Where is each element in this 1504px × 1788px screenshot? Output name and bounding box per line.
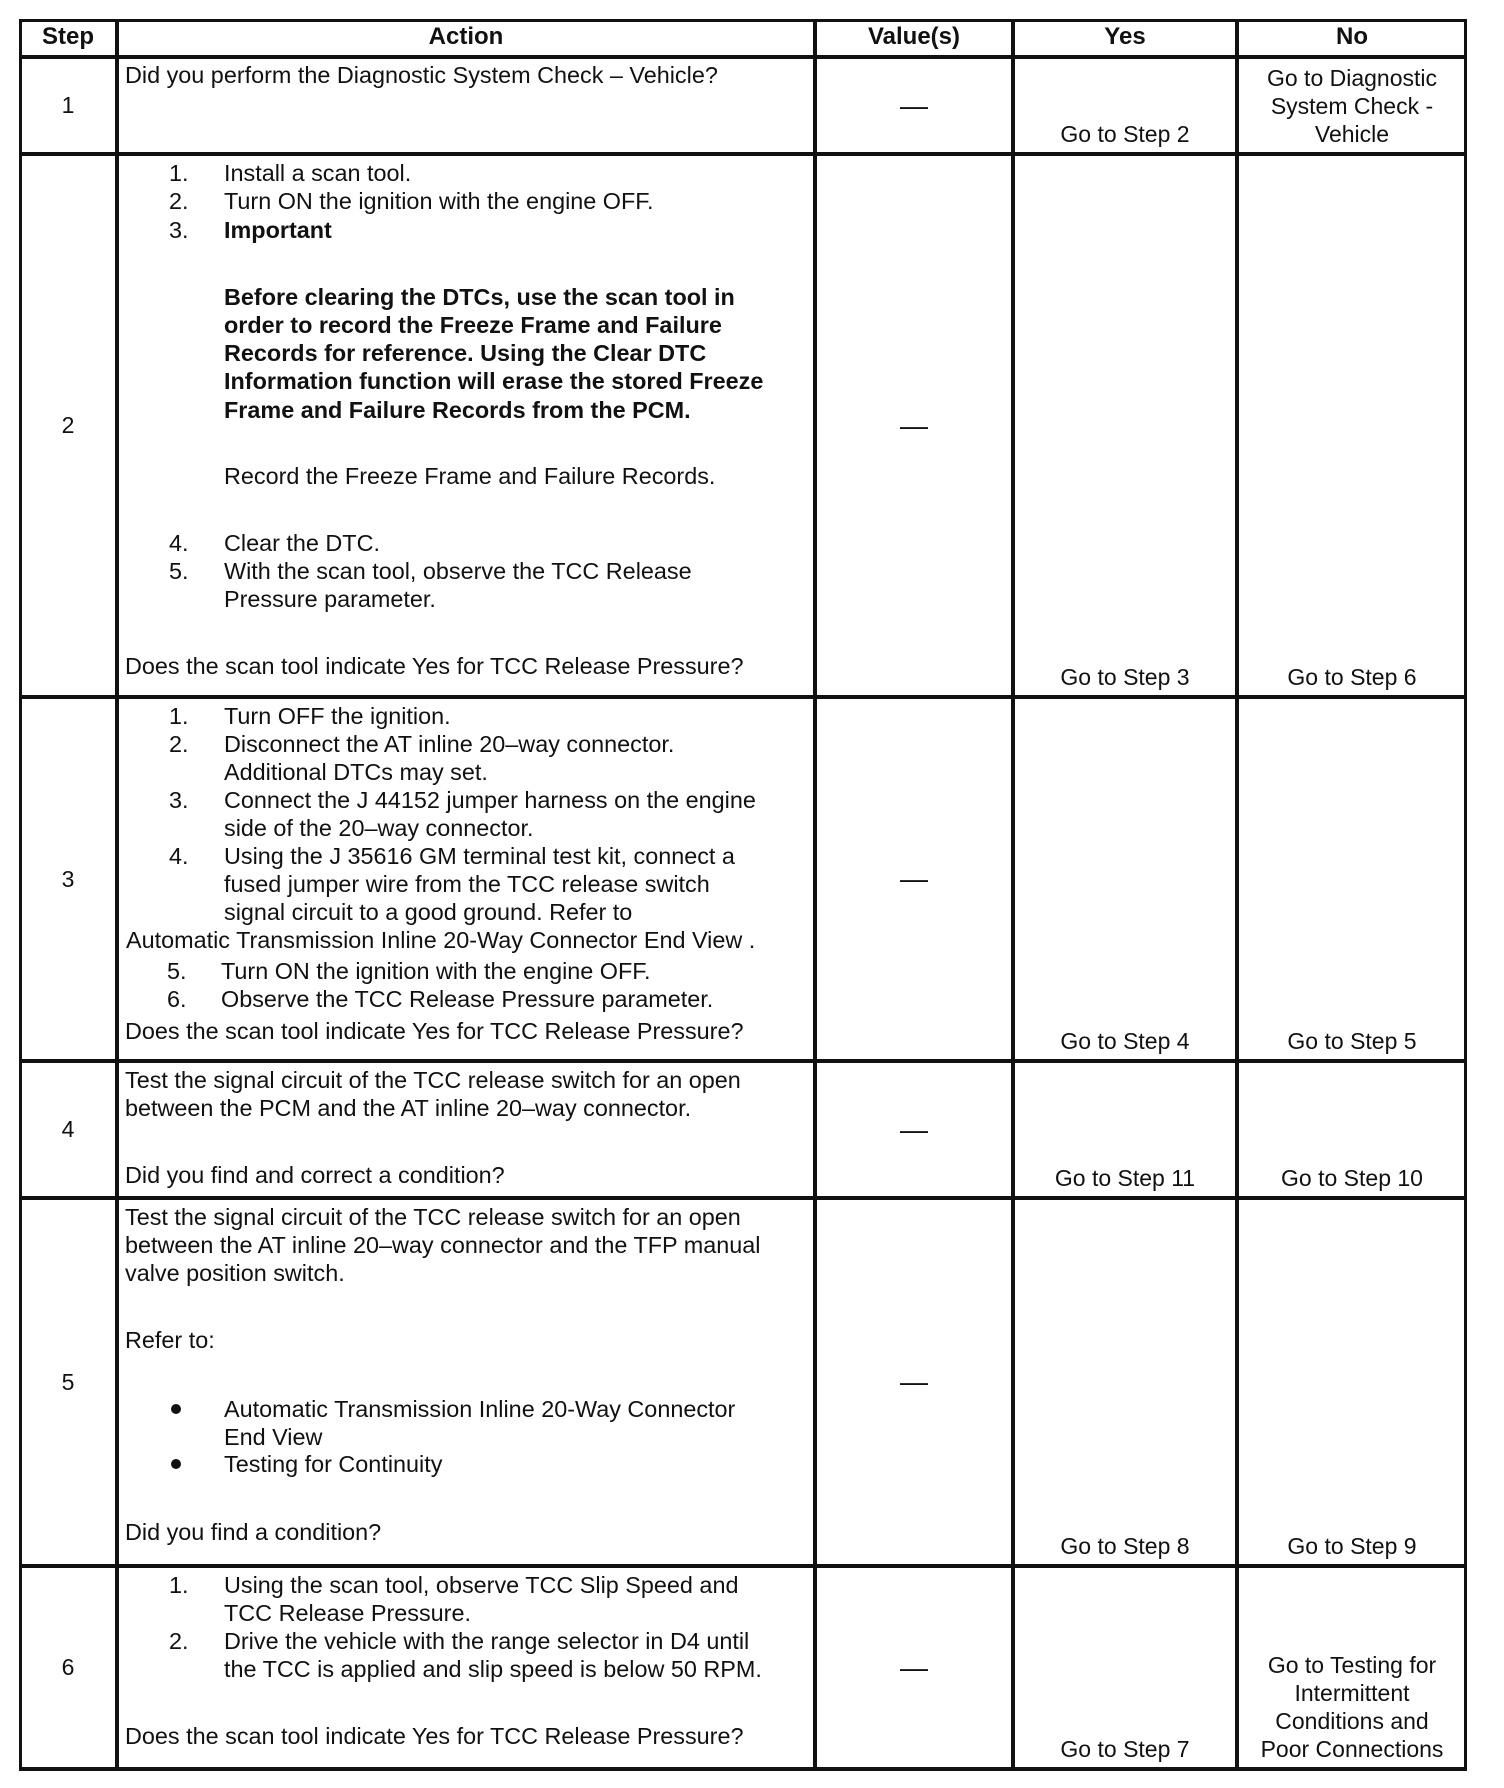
grid-line [1235,19,1239,1771]
list-number: 4. [169,530,189,556]
grid-line [19,1564,1467,1568]
yes-link[interactable]: Go to Step 11 [1054,1165,1196,1191]
action-step: side of the 20–way connector. [224,815,534,841]
no-link[interactable]: Go to Step 9 [1287,1533,1417,1559]
reference-link[interactable]: End View [224,1424,323,1450]
action-cell [117,1063,815,1196]
grid-line [115,19,119,1771]
grid-line [19,152,1467,156]
grid-line [19,695,1467,699]
list-number: 3. [169,787,189,813]
action-step: Additional DTCs may set. [224,759,488,785]
header-row [19,19,1467,55]
action-question: Does the scan tool indicate Yes for TCC Release Pressure? [125,1018,744,1044]
action-cell [117,1200,815,1564]
list-number: 2. [169,731,189,757]
diagnostic-table [19,19,1467,1771]
no-link[interactable]: Go to Step 5 [1287,1028,1417,1054]
action-question: Did you find a condition? [125,1519,382,1545]
table-row [19,59,1467,152]
yes-cell[interactable] [1013,59,1237,152]
list-number: 5. [169,558,189,584]
action-step: Turn ON the ignition with the engine OFF. [221,958,651,984]
list-number: 2. [169,188,189,214]
list-number: 1. [169,1572,189,1598]
yes-cell[interactable] [1013,156,1237,695]
header-values: Value(s) [867,23,961,50]
no-link[interactable]: Go to Step 10 [1281,1165,1423,1191]
action-cell [117,156,815,695]
no-cell[interactable] [1237,1200,1467,1564]
header-yes: Yes [1104,23,1146,50]
important-note: Frame and Failure Records from the PCM. [224,397,691,423]
step-number: 2 [61,412,75,438]
action-step: Drive the vehicle with the range selector in D4 until [224,1628,750,1654]
action-cell [117,699,815,1059]
list-number: 4. [169,843,189,869]
step-number: 3 [61,865,75,892]
list-number: 3. [169,217,189,243]
value-cell: — [900,863,928,894]
reference-link[interactable]: Automatic Transmission Inline 20-Way Connector End View . [126,927,756,953]
action-step: Turn OFF the ignition. [224,703,451,729]
action-text: Test the signal circuit of the TCC release switch for an open [125,1067,741,1093]
list-number: 2. [169,1628,189,1654]
table-row [19,1200,1467,1564]
list-number: 1. [169,703,189,729]
reference-link[interactable]: Automatic Transmission Inline 20-Way Connector [224,1396,736,1422]
grid-line [1464,19,1467,1771]
no-cell[interactable] [1237,1568,1467,1767]
yes-link[interactable]: Go to Step 2 [1060,121,1190,147]
important-note: order to record the Freeze Frame and Failure [224,312,722,338]
action-step: fused jumper wire from the TCC release switch [224,871,710,897]
action-step: Install a scan tool. [224,160,412,186]
action-text: valve position switch. [125,1260,345,1286]
step-number: 4 [61,1116,75,1142]
grid-line [19,19,22,1771]
no-link[interactable]: Go to Diagnostic System Check - Vehicle [1266,65,1438,147]
yes-link[interactable]: Go to Step 4 [1060,1028,1190,1054]
table-row [19,1063,1467,1196]
grid-line [19,19,1467,22]
action-step: Turn ON the ignition with the engine OFF. [224,188,654,214]
important-note: Before clearing the DTCs, use the scan tool in [224,284,735,310]
no-link[interactable]: Go to Step 6 [1287,664,1417,690]
list-number: 1. [169,160,189,186]
important-note: Information function will erase the stored Freeze [224,368,764,394]
action-text: Record the Freeze Frame and Failure Records. [224,463,716,489]
action-step: signal circuit to a good ground. Refer to [224,899,633,925]
action-question: Did you find and correct a condition? [125,1162,505,1188]
yes-link[interactable]: Go to Step 3 [1060,664,1190,690]
grid-line [19,1196,1467,1200]
action-question: Does the scan tool indicate Yes for TCC Release Pressure? [125,653,744,679]
header-step: Step [41,23,94,50]
list-number: 5. [167,958,187,984]
header-action: Action [428,23,504,50]
action-cell [117,59,815,152]
yes-cell[interactable] [1013,699,1237,1059]
grid-line [19,1767,1467,1771]
action-text: between the PCM and the AT inline 20–way connector. [125,1095,692,1121]
no-cell[interactable] [1237,1063,1467,1196]
value-cell: — [900,409,928,441]
action-step: Disconnect the AT inline 20–way connector. [224,731,675,757]
grid-line [19,1059,1467,1063]
action-step: Observe the TCC Release Pressure parameter. [221,986,714,1012]
yes-cell[interactable] [1013,1200,1237,1564]
table-row [19,156,1467,695]
yes-link[interactable]: Go to Step 8 [1060,1533,1190,1559]
value-cell: — [900,1651,928,1683]
action-step: Connect the J 44152 jumper harness on the engine [224,787,756,813]
step-number: 1 [61,92,75,118]
header-no: No [1336,23,1368,50]
table-row [19,1568,1467,1767]
important-label: Important [224,217,332,243]
action-step: Using the scan tool, observe TCC Slip Speed and [224,1572,739,1598]
yes-link[interactable]: Go to Step 7 [1060,1736,1190,1762]
no-link[interactable]: Go to Testing for Intermittent Conditions and Poor Connections [1260,1652,1444,1762]
list-number: 6. [167,986,187,1012]
value-cell: — [900,1113,928,1145]
action-step: Pressure parameter. [224,586,436,612]
bullet-icon [171,1459,181,1469]
grid-line [1011,19,1015,1771]
grid-line [19,55,1467,59]
yes-cell[interactable] [1013,1063,1237,1196]
step-number: 5 [61,1368,75,1395]
action-text: Test the signal circuit of the TCC release switch for an open [125,1204,741,1230]
value-cell: — [900,1366,928,1397]
action-step: Using the J 35616 GM terminal test kit, connect a [224,843,735,869]
yes-cell[interactable] [1013,1568,1237,1767]
action-step: TCC Release Pressure. [224,1600,471,1626]
action-question: Does the scan tool indicate Yes for TCC Release Pressure? [125,1723,744,1749]
grid-line [813,19,817,1771]
step-number: 6 [61,1654,75,1680]
action-text: Refer to: [125,1327,215,1353]
action-text: between the AT inline 20–way connector and the TFP manual [125,1232,761,1258]
bullet-icon [171,1404,181,1414]
no-cell[interactable] [1237,59,1467,152]
no-cell[interactable] [1237,699,1467,1059]
table-row [19,699,1467,1059]
reference-link[interactable]: Testing for Continuity [224,1451,443,1477]
no-cell[interactable] [1237,156,1467,695]
action-step: With the scan tool, observe the TCC Release [224,558,692,584]
action-cell [117,1568,815,1767]
action-step: the TCC is applied and slip speed is below 50 RPM. [224,1656,762,1682]
value-cell: — [900,89,928,121]
action-step: Clear the DTC. [224,530,380,556]
action-question: Did you perform the Diagnostic System Check – Vehicle? [125,62,718,88]
important-note: Records for reference. Using the Clear DTC [224,340,707,366]
